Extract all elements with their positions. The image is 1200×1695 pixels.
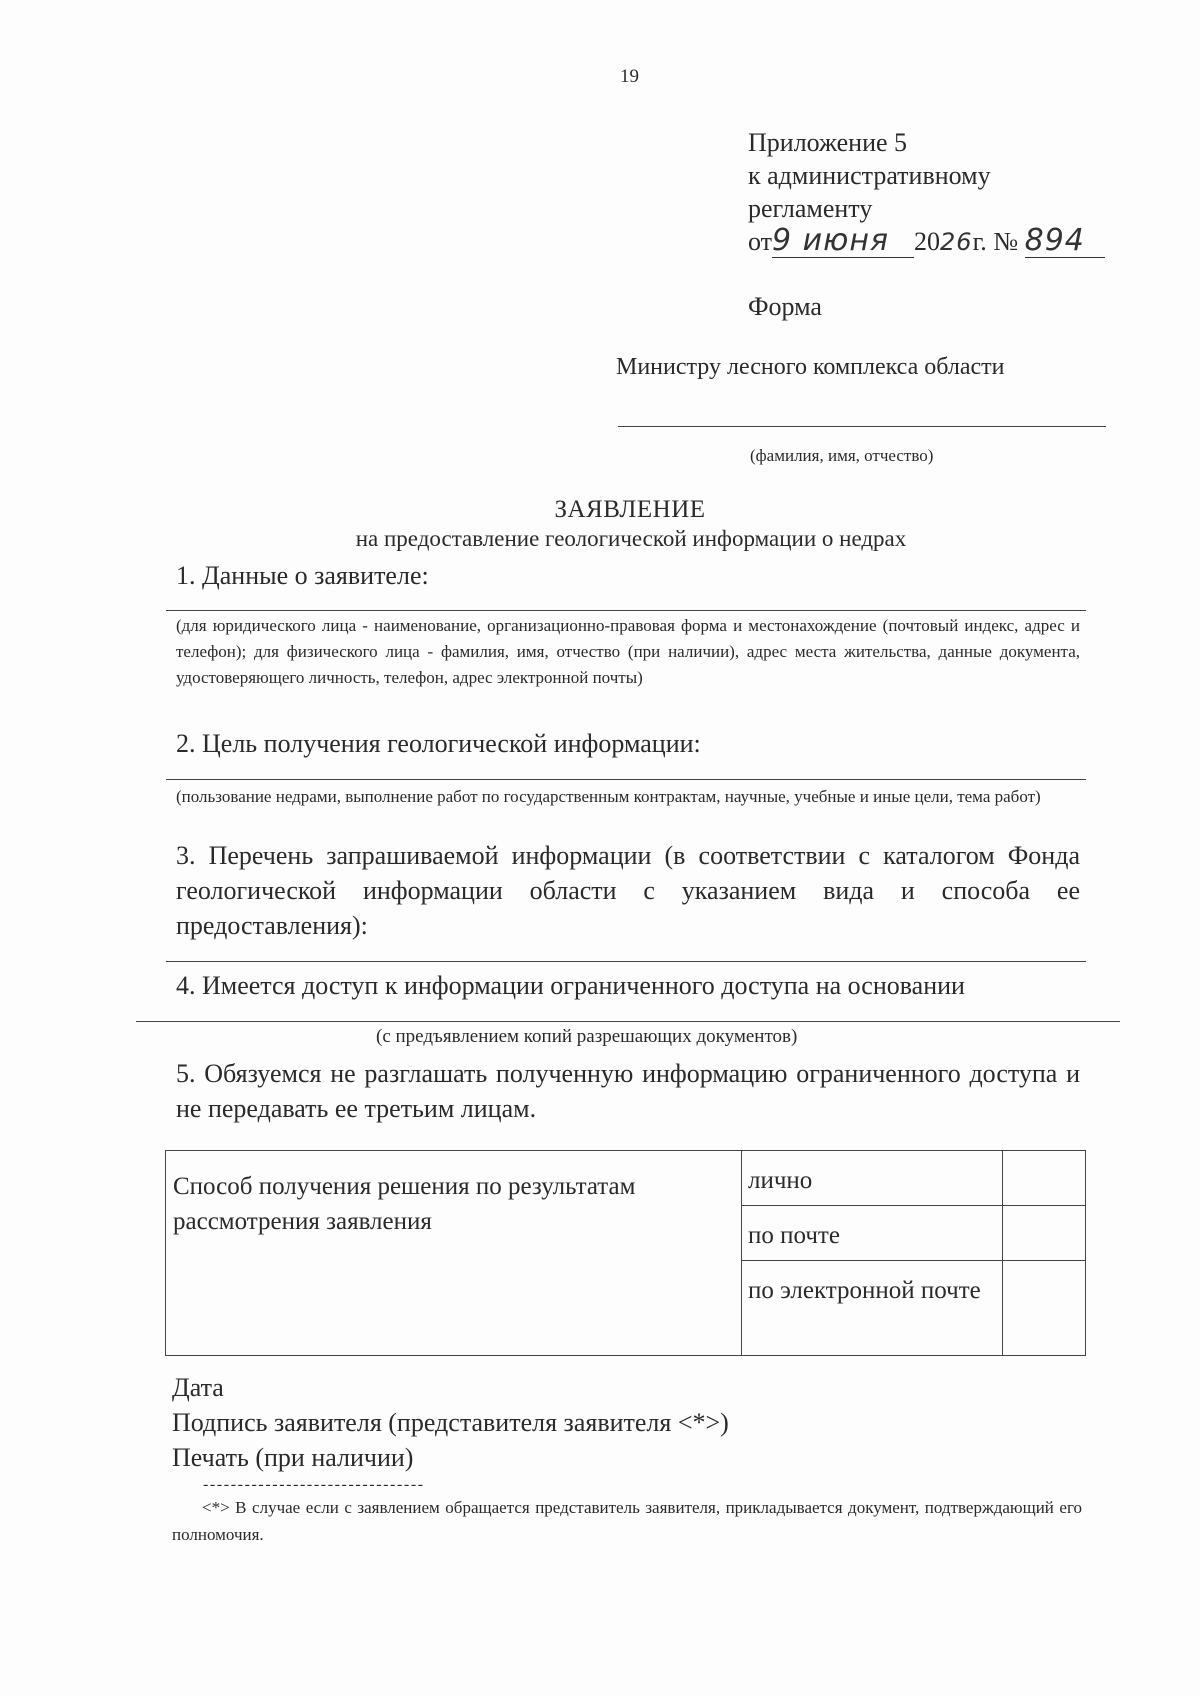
from-label: от xyxy=(748,227,773,256)
fio-caption: (фамилия, имя, отчество) xyxy=(750,446,934,465)
number-label: № xyxy=(993,227,1019,256)
section-2-blank-line xyxy=(166,779,1086,780)
handwritten-number-field xyxy=(1024,223,1105,258)
delivery-method-table xyxy=(165,1150,1086,1356)
handwritten-date-field xyxy=(772,223,914,258)
handwritten-date: 9 июня xyxy=(772,223,890,258)
section-2-note: (пользование недрами, выполнение работ по государственным контрактам, научные, учебные и иные цели, тема работ) xyxy=(176,787,1041,806)
section-5-text: 5. Обязуемся не разглашать полученную информацию ограниченного доступа и не передавать ее третьим лицам. xyxy=(176,1059,1080,1123)
footnote: <*> В случае если с заявлением обращается представитель заявителя, прикладывается документ, подтверждающий его полномочия. xyxy=(172,1498,1082,1544)
appendix-header xyxy=(748,126,1105,259)
handwritten-year: 26 xyxy=(940,228,973,256)
section-1-blank-line xyxy=(166,610,1086,611)
delivery-option-in-person: лично xyxy=(742,1151,1003,1206)
addressee: Министру лесного комплекса области xyxy=(616,354,1005,380)
section-1-note: (для юридического лица - наименование, организационно-правовая форма и местонахождение (почтовый индекс, адрес и телефон); для физического лица - фамилия, имя, отчество (при наличии), адрес места жительства, данные документа, удостоверяющего личность, телефон, адрес электронной почты) xyxy=(176,616,1080,687)
delivery-method-label: Способ получения решения по результатам рассмотрения заявления xyxy=(166,1151,742,1356)
delivery-checkbox-in-person[interactable] xyxy=(1003,1151,1086,1206)
appendix-line-1: Приложение 5 xyxy=(748,128,908,157)
year-prefix: 20 xyxy=(914,227,941,256)
delivery-checkbox-post[interactable] xyxy=(1003,1206,1086,1261)
document-title: ЗАЯВЛЕНИЕ xyxy=(554,496,706,523)
document-subtitle: на предоставление геологической информации о недрах xyxy=(355,526,907,551)
section-1-heading: 1. Данные о заявителе: xyxy=(176,561,429,590)
section-4-blank-line xyxy=(136,1021,1120,1022)
section-3-blank-line xyxy=(166,961,1086,962)
year-suffix: г. xyxy=(972,227,987,256)
delivery-checkbox-email[interactable] xyxy=(1003,1261,1086,1356)
date-field-label: Дата xyxy=(172,1373,224,1402)
signoff-block xyxy=(172,1370,729,1475)
section-4-text: 4. Имеется доступ к информации ограниченного доступа на основании xyxy=(176,971,965,1000)
page-number: 19 xyxy=(620,66,639,87)
appendix-line-3: регламенту xyxy=(748,194,873,223)
signature-field-label: Подпись заявителя (представителя заявителя <*>) xyxy=(172,1408,729,1437)
delivery-option-email: по электронной почте xyxy=(742,1261,1003,1356)
section-4-note: (с предъявлением копий разрешающих документов) xyxy=(376,1026,798,1047)
form-label: Форма xyxy=(748,292,822,321)
appendix-date-number-line xyxy=(748,225,1105,259)
fio-blank-line xyxy=(618,426,1106,427)
section-2-heading: 2. Цель получения геологической информации: xyxy=(176,729,701,758)
footnote-divider: -------------------------------- xyxy=(203,1476,425,1493)
delivery-option-post: по почте xyxy=(742,1206,1003,1261)
appendix-line-2: к административному xyxy=(748,161,991,190)
handwritten-number: 894 xyxy=(1024,223,1085,258)
seal-field-label: Печать (при наличии) xyxy=(172,1443,414,1472)
section-3-text: 3. Перечень запрашиваемой информации (в соответствии с каталогом Фонда геологической информации области с указанием вида и способа ее предоставления): xyxy=(176,841,1080,940)
